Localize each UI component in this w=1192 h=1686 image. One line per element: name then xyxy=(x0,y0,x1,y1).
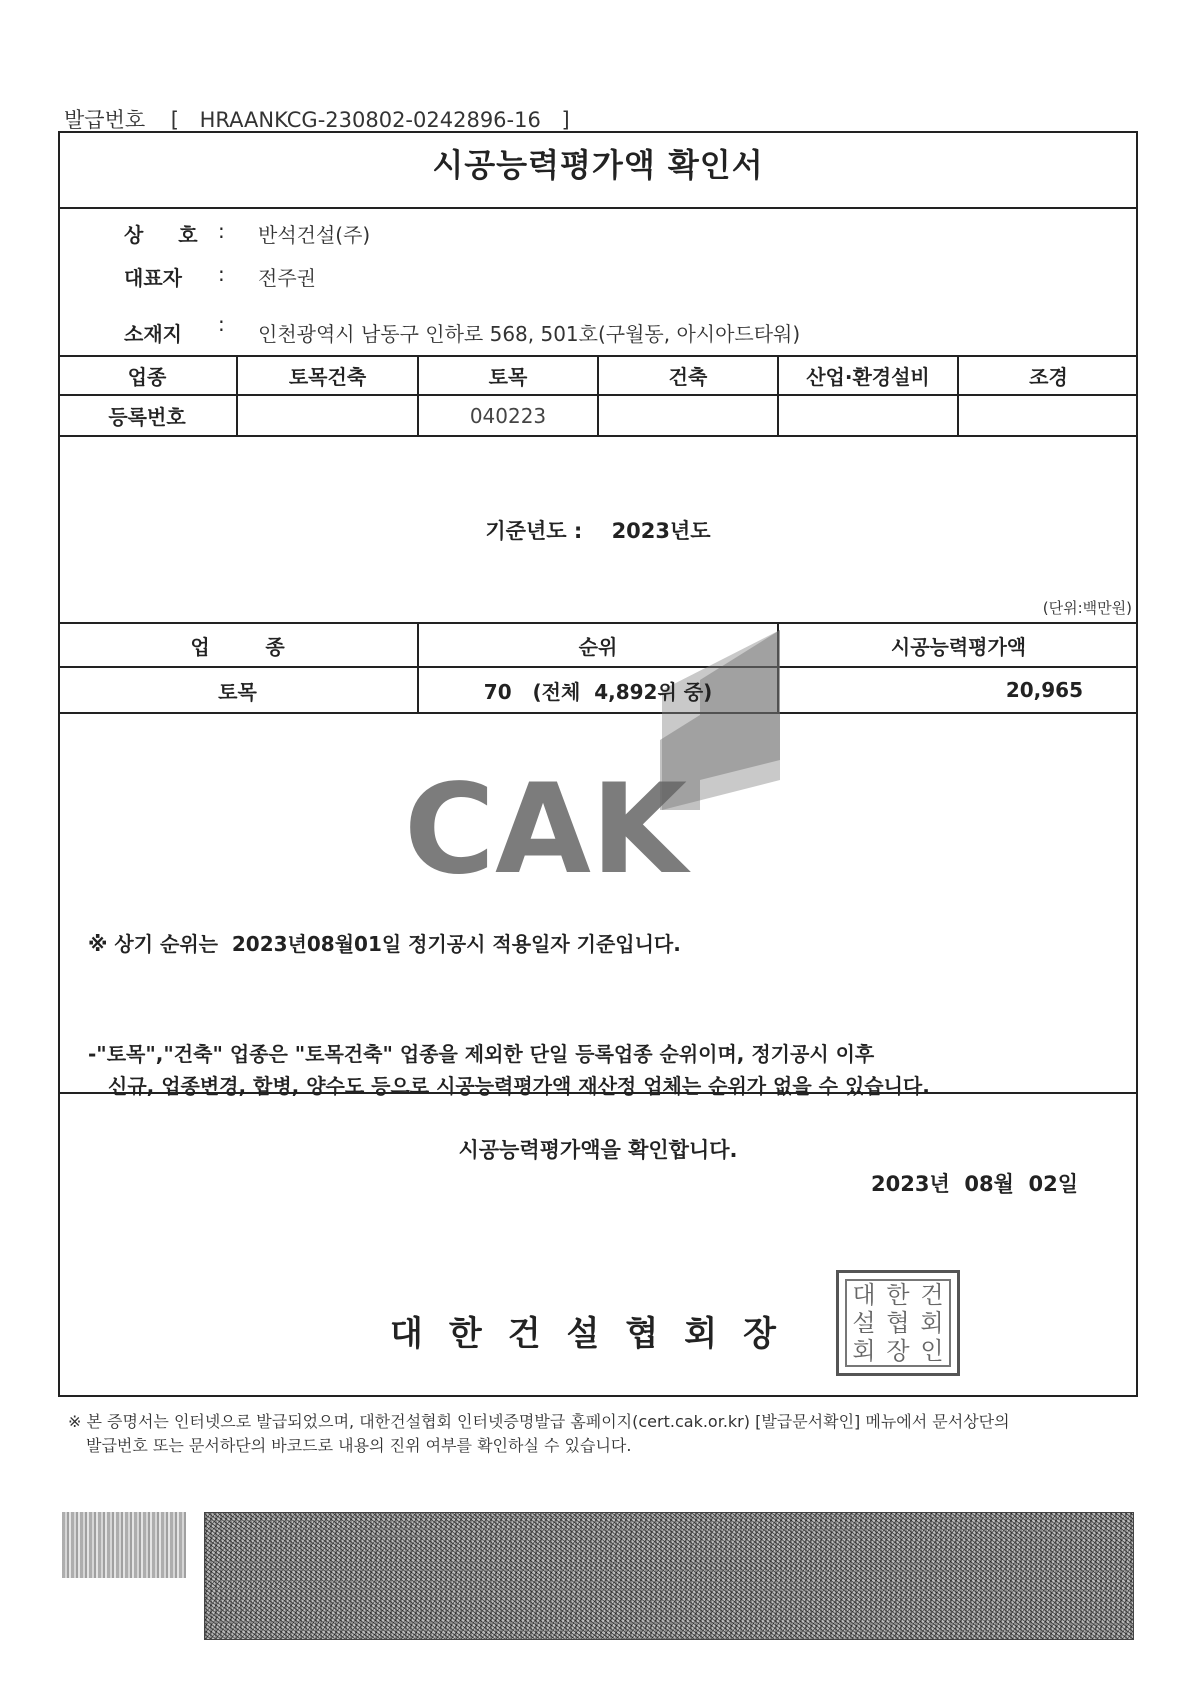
reg-value xyxy=(238,396,417,435)
standard-year-value: 2023년도 xyxy=(611,519,711,543)
issue-bracket-close: ] xyxy=(561,108,570,132)
official-seal xyxy=(836,1270,960,1376)
divider xyxy=(58,435,1138,437)
reg-value xyxy=(599,396,777,435)
barcode-2d xyxy=(204,1512,1134,1640)
watermark-text: CAK xyxy=(404,758,688,890)
issuer-name: 대한건설협회장 xyxy=(390,1314,802,1354)
reg-column-header: 조경 xyxy=(1029,365,1068,389)
company-address: 인천광역시 남동구 인하로 568, 501호(구월동, 아시아드타워) xyxy=(258,322,801,346)
eval-industry: 토목 xyxy=(218,679,257,704)
reg-column-header: 건축 xyxy=(668,365,708,389)
eval-header-industry: 업 종 xyxy=(190,634,285,659)
unit-label: (단위:백만원) xyxy=(1042,599,1132,617)
seal-char: 장 xyxy=(886,1337,910,1365)
divider xyxy=(58,207,1138,209)
reg-row-label: 등록번호 xyxy=(108,405,186,429)
eval-rank: 70 (전체 4,892위 중) xyxy=(483,679,713,704)
representative-name: 전주권 xyxy=(258,266,316,290)
seal-char: 인 xyxy=(920,1337,944,1365)
eval-header-rank: 순위 xyxy=(578,634,618,659)
eval-header-amount: 시공능력평가액 xyxy=(890,634,1027,659)
company-name-label: 상 호 xyxy=(124,223,212,247)
representative-label: 대표자 xyxy=(124,266,182,290)
standard-year xyxy=(58,515,1138,545)
eval-amount: 20,965 xyxy=(1005,678,1083,702)
reg-header-label: 업종 xyxy=(127,365,167,389)
industry-note-line: 신규, 업종변경, 합병, 양수도 등으로 시공능력평가액 재산정 업체는 순위가 없을 수 있습니다. xyxy=(108,1074,930,1098)
issue-bracket-open: [ xyxy=(170,108,179,132)
seal-char: 건 xyxy=(920,1281,944,1309)
document-title: 시공능력평가액 확인서 xyxy=(432,146,764,184)
address-label: 소재지 xyxy=(124,322,182,346)
standard-year-label: 기준년도 : xyxy=(485,519,583,543)
seal-char: 설 xyxy=(852,1309,876,1337)
reg-value: 040223 xyxy=(469,403,547,428)
seal-characters xyxy=(845,1279,951,1367)
issue-number-line xyxy=(64,104,570,134)
seal-char: 대 xyxy=(852,1281,876,1309)
barcode-small xyxy=(62,1512,186,1578)
company-name: 반석건설(주) xyxy=(258,223,371,247)
issue-date: 2023년 08월 02일 xyxy=(871,1172,1078,1196)
confirm-text: 시공능력평가액을 확인합니다. xyxy=(458,1138,738,1162)
issue-number-label: 발급번호 xyxy=(64,108,146,132)
seal-char: 한 xyxy=(886,1281,910,1309)
footer-note xyxy=(68,1410,1010,1458)
reg-value xyxy=(959,396,1138,435)
industry-note-line: -"토목","건축" 업종은 "토목건축" 업종을 제외한 단일 등록업종 순위이며, 정기공시 이후 xyxy=(88,1042,875,1066)
industry-note xyxy=(88,1038,930,1102)
reg-column-header: 토목건축 xyxy=(288,365,367,389)
reg-value xyxy=(779,396,957,435)
issue-number: HRAANKCG-230802-0242896-16 xyxy=(199,108,541,132)
colon: : xyxy=(218,262,225,286)
rank-basis-note: ※ 상기 순위는 2023년08월01일 정기공시 적용일자 기준입니다. xyxy=(88,932,681,956)
footer-line: ※ 본 증명서는 인터넷으로 발급되었으며, 대한건설협회 인터넷증명발급 홈페이지(cert.cak.or.kr) [발급문서확인] 메뉴에서 문서상단의 xyxy=(68,1412,1010,1431)
colon: : xyxy=(218,219,225,243)
colon: : xyxy=(218,312,225,336)
seal-char: 협 xyxy=(886,1309,910,1337)
footer-line: 발급번호 또는 문서하단의 바코드로 내용의 진위 여부를 확인하실 수 있습니다. xyxy=(86,1436,632,1455)
seal-char: 회 xyxy=(920,1309,944,1337)
reg-column-header: 산업·환경설비 xyxy=(806,365,930,389)
seal-char: 회 xyxy=(852,1337,876,1365)
reg-column-header: 토목 xyxy=(488,365,528,389)
